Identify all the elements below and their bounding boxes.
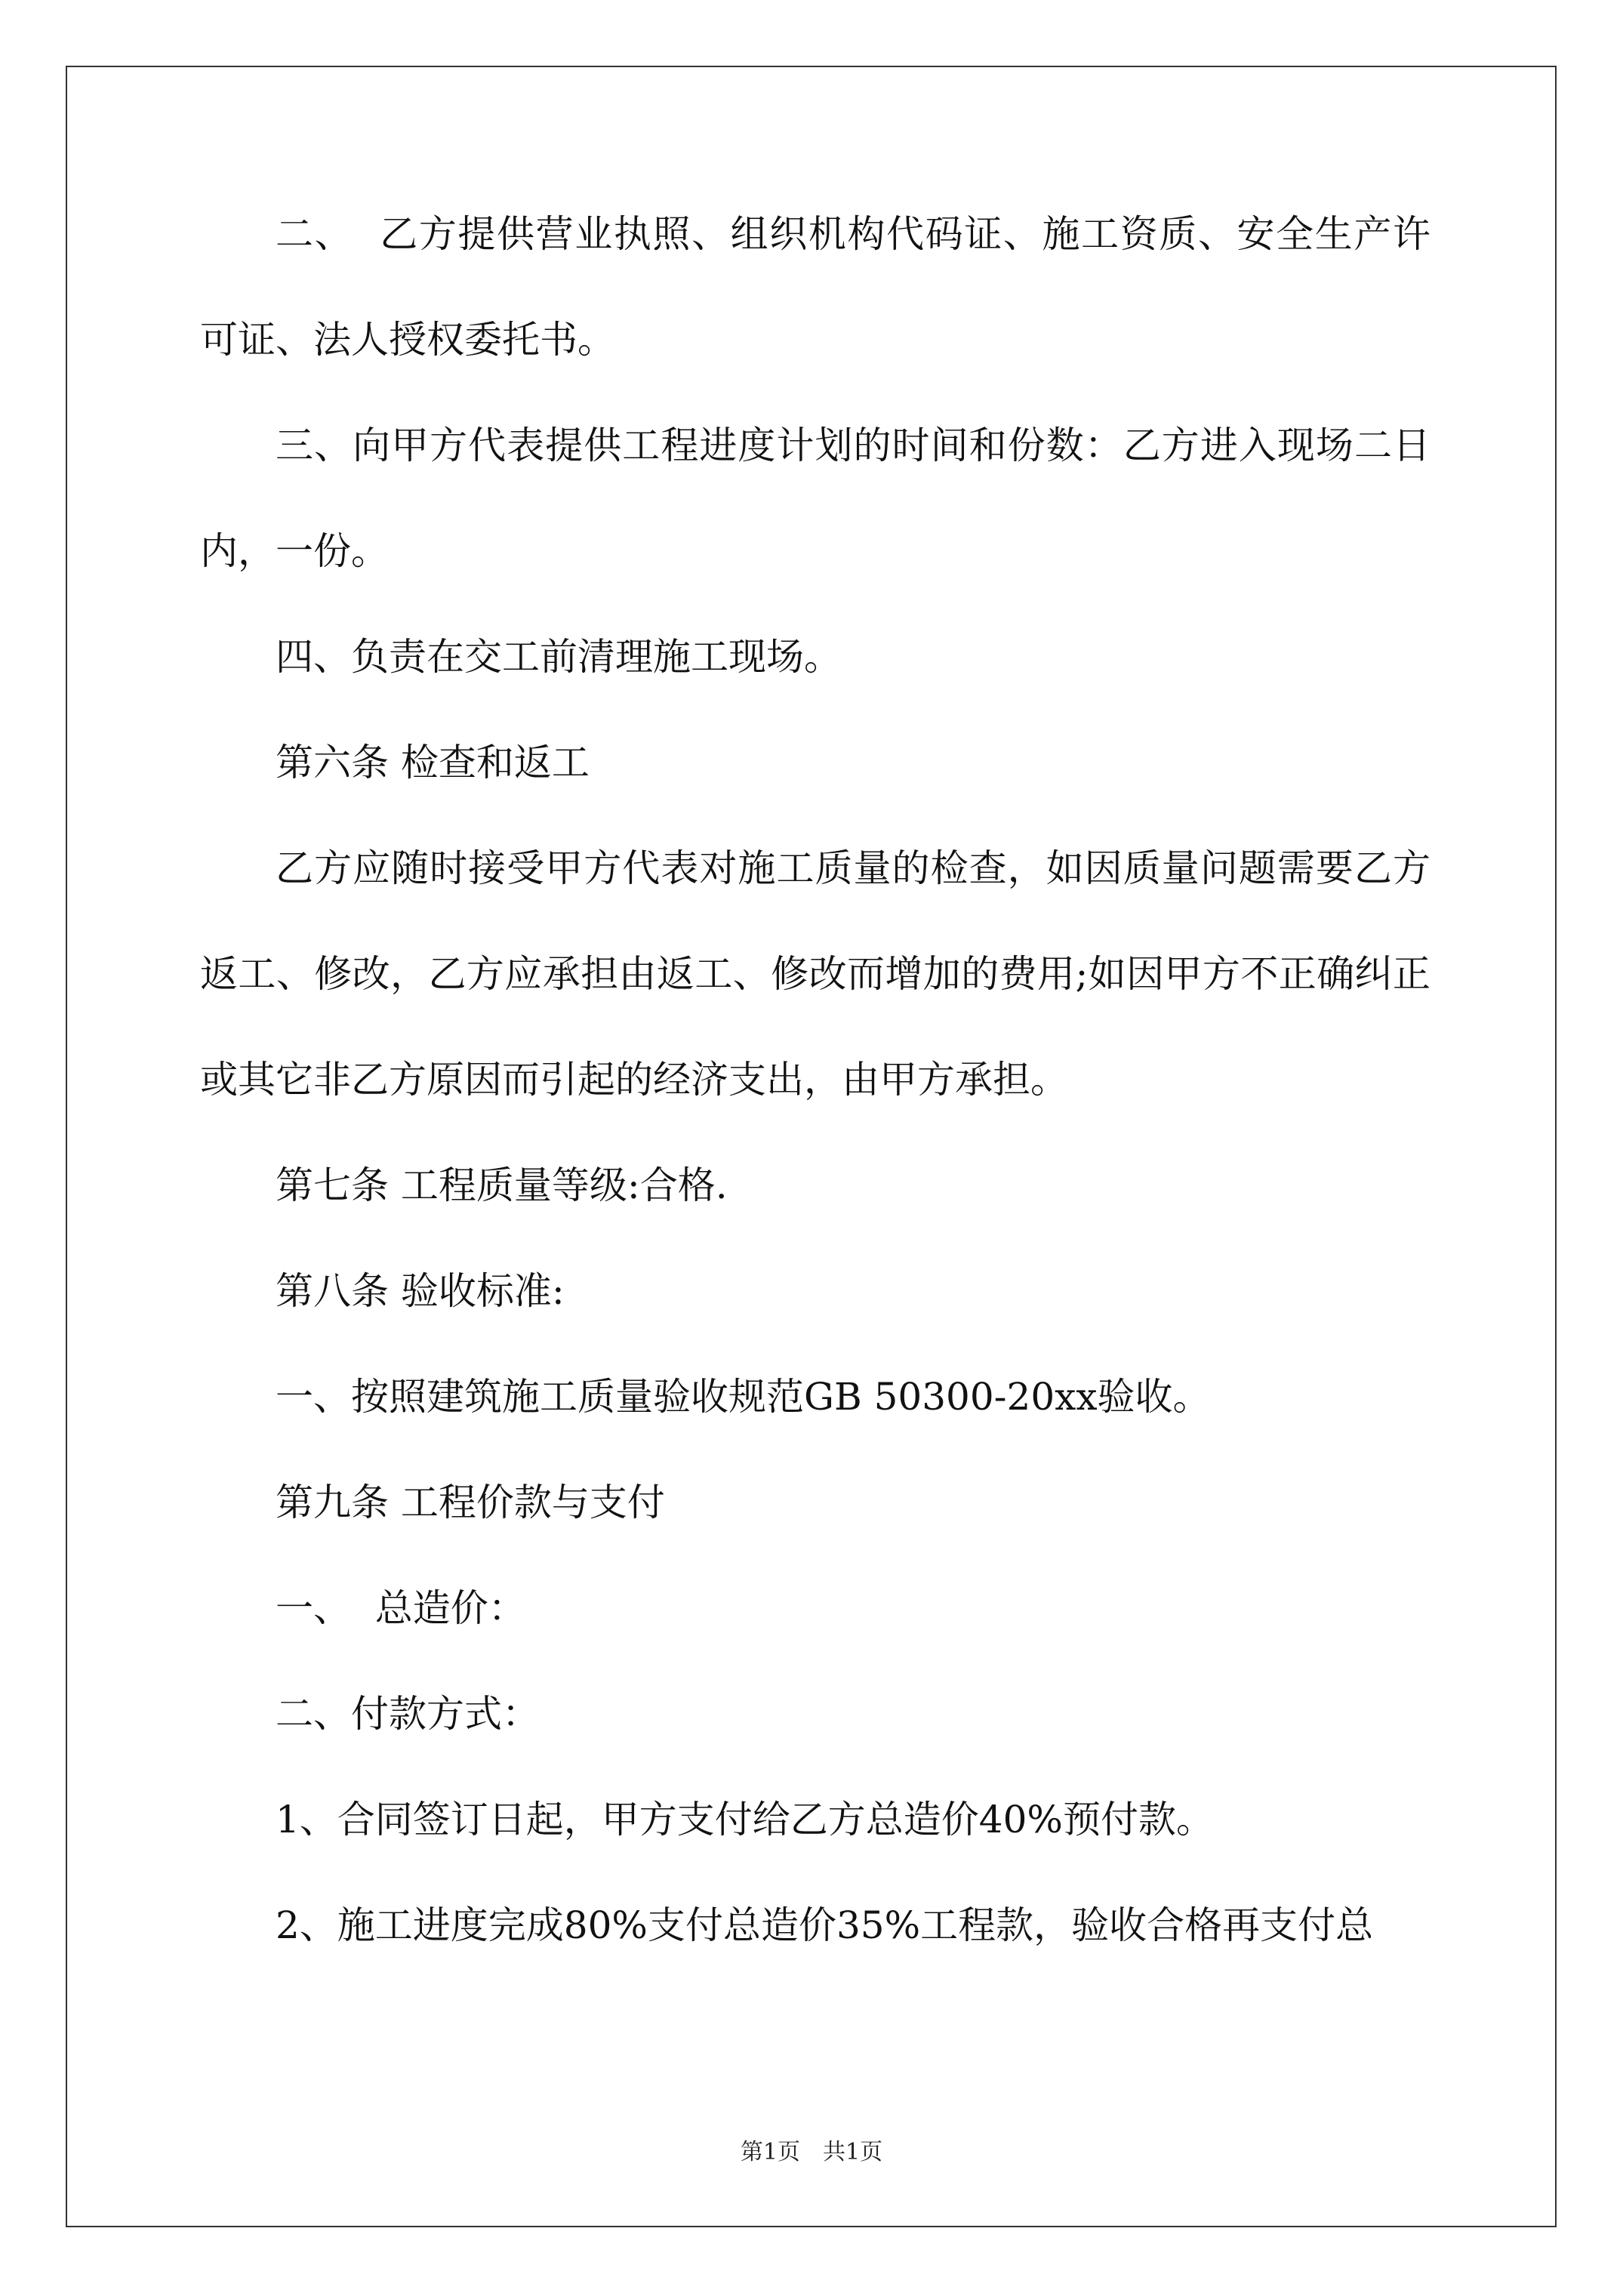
page-number: 第1页: [740, 2139, 800, 2165]
paragraph: 四、负责在交工前清理施工现场。: [276, 635, 842, 679]
paragraph: 2、施工进度完成80%支付总造价35%工程款，验收合格再支付总: [276, 1903, 1374, 1947]
page-footer: [0, 2133, 1623, 2166]
paragraph: 1、合同签订日起，甲方支付给乙方总造价40%预付款。: [276, 1798, 1214, 1841]
section-heading: 第六条 检查和返工: [276, 741, 590, 784]
paragraph: 一、 总造价：: [276, 1586, 526, 1630]
document-body: [200, 181, 1431, 1978]
paragraph: 二、付款方式：: [276, 1692, 540, 1736]
page-total: 共1页: [823, 2139, 883, 2165]
paragraph: 一、按照建筑施工质量验收规范GB 50300-20xx验收。: [276, 1375, 1211, 1419]
paragraph: 三、向甲方代表提供工程进度计划的时间和份数：乙方进入现场二日内，一份。: [200, 424, 1431, 573]
section-heading: 第八条 验收标准:: [276, 1269, 565, 1313]
section-heading: 第九条 工程价款与支付: [276, 1481, 665, 1524]
section-heading: 第七条 工程质量等级:合格.: [276, 1163, 728, 1207]
paragraph: 乙方应随时接受甲方代表对施工质量的检查，如因质量问题需要乙方返工、修改，乙方应承担由返工、修改而增加的费用;如因甲方不正确纠正或其它非乙方原因而引起的经济支出，由甲方承担。: [200, 846, 1431, 1102]
paragraph: 二、 乙方提供营业执照、组织机构代码证、施工资质、安全生产许可证、法人授权委托书。: [200, 212, 1431, 362]
